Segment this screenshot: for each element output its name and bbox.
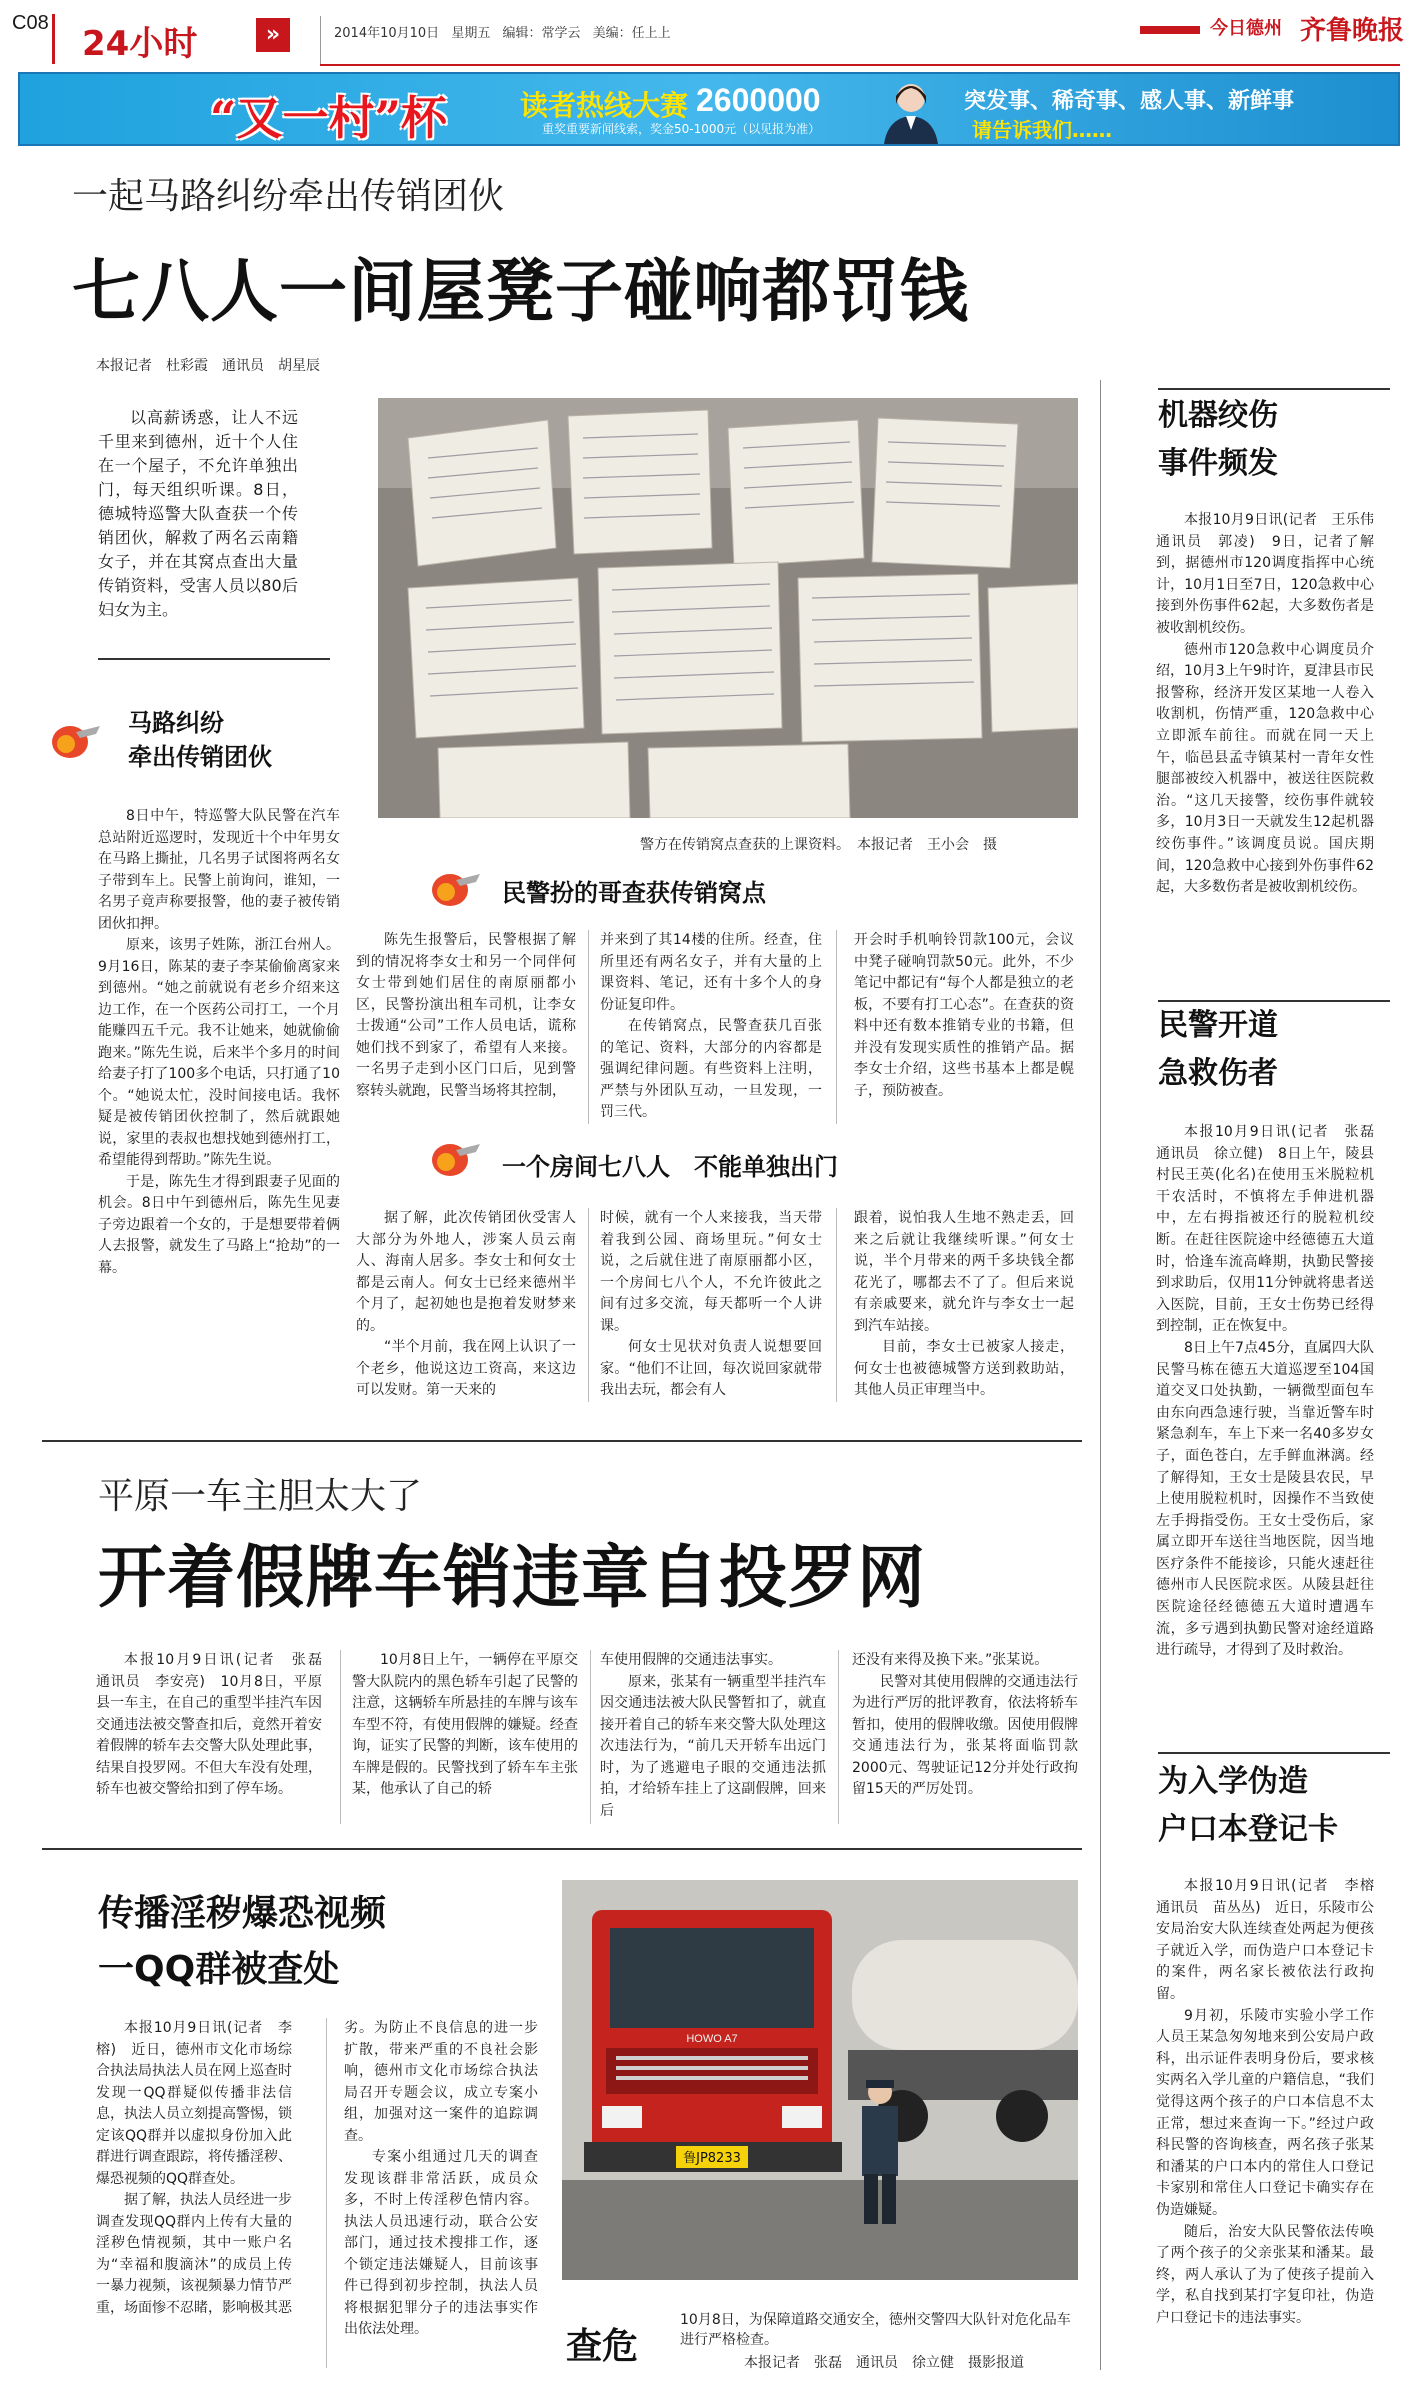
paragraph: 据了解，执法人员经进一步调查发现QQ群内上传有大量的淫秽色情视频，其中一账户名为“幸福和腹滴沐”的成员上传一暴力视频，该视频暴力情节严重，场面惨不忍睹，影响极其恶 [96,2192,292,2316]
side3-title-line-2: 户口本登记卡 [1158,1812,1338,1847]
article1-column-2a [356,930,576,1102]
column-divider [838,1650,839,1824]
flame-bullet-icon [426,1136,480,1180]
article1-subhead-3: 一个房间七八人 不能单独出门 [502,1153,838,1181]
article2-column-2 [352,1650,578,1801]
side1-title-line-1: 机器绞伤 [1158,398,1278,433]
column-divider [836,930,837,1124]
paragraph: 8日中午，特巡警大队民警在汽车总站附近巡逻时，发现近十个中年男女在马路上撕扯，几名男子试图将两名女子带到车上。民警上前询问，谁知，一名男子竟声称要报警，他的妻子被传销团伙扣押。 [98,808,340,932]
article2-column-3 [600,1650,826,1822]
column-divider [590,1650,591,1824]
paragraph: 10月8日上午，一辆停在平原交警大队院内的黑色轿车引起了民警的注意，这辆轿车所悬挂的车牌与该车车型不符，有使用假牌的嫌疑。经查询，证实了民警的判断，该车使用的车牌是假的。民警找到了轿车车主张某，他承认了自己的轿 [352,1652,578,1797]
article3-column-2 [344,2018,538,2341]
article1-column-2b [600,930,822,1124]
sidebar-rule [1158,388,1390,390]
paragraph: 本报10月9日讯(记者 李榕 通讯员 苗丛丛) 近日，乐陵市公安局治安大队连续查处两起为便孩子就近入学，而伪造户口本登记卡的案件，两名家长被依法行政拘留。 [1156,1878,1388,2002]
paragraph: 专案小组通过几天的调查发现该群非常活跃，成员众多，不时上传淫秽色情内容。执法人员迅速行动，联合公安部门，通过技术搜排工作，逐个锁定违法嫌疑人，目前该事件已得到初步控制，执法人员将根据犯罪分子的违法事实作出依法处理。 [344,2149,538,2337]
header-date: 2014年10月10日 [334,26,440,41]
flame-bullet-icon [426,866,480,910]
article2-headline: 开着假牌车销违章自投罗网 [98,1539,927,1618]
paragraph: 劣。为防止不良信息的进一步扩散，带来严重的不良社会影响，德州市文化市场综合执法局召开专题会议，成立专案小组，加强对这一案件的追踪调查。 [344,2020,538,2144]
article2-kicker: 平原一车主胆太大了 [98,1476,423,1517]
header-weekday: 星期五 [451,26,491,41]
article1-subhead-2: 民警扮的哥查获传销窝点 [502,879,766,907]
side3-title [1158,1758,1338,1854]
paragraph: 原来，该男子姓陈，浙江台州人。9月16日，陈某的妻子李某偷偷离家来到德州。“她之前就说有老乡介绍来这边工作，在一个医药公司打工，一个月能赚四五千元。我不让她来，她就偷偷跑来。”陈先生说，后来半个多月的时间给妻子打了100多个电话，只打通了10个。“她说太忙，没时间接电话。我怀疑是被传销团伙控制了，然后就跟她说，家里的表叔也想找她到德州打工，希望能得到帮助。”陈先生说。 [98,937,340,1168]
lead-paragraph: 以高薪诱惑，让人不远千里来到德州，近十个人住在一个屋子，不允许单独出门，每天组织听课。8日，德城特巡警大队查获一个传销团伙，解救了两名云南籍女子，并在其窝点查出大量传销资料，受害人员以80后妇女为主。 [98,408,298,619]
side3-body [1156,1876,1388,2329]
article1-photo-caption: 警方在传销窝点查获的上课资料。 本报记者 王小会 摄 [640,837,997,853]
banner-subtitle: 重奖重要新闻线索，奖金50-1000元（以见报为准） [542,122,821,136]
banner-hotline-label: 读者热线大赛 [520,89,689,122]
article1-lead [98,406,298,622]
lead-rule [98,658,330,660]
article1-subhead-1 [128,706,348,774]
side2-title [1158,1002,1278,1098]
paragraph: 8日上午7点45分，直属四大队民警马栋在德五大道巡逻至104国道交叉口处执勤，一辆微型面包车由东向西急速行驶，当靠近警车时紧急刹车，车上下来一名40多岁女子，面色苍白，左手鲜血淋漓。经了解得知，王女士是陵县农民，早上使用脱粒机时，因操作不当致使左手拇指受伤。王女士受伤后，家属立即开车送往当地医院，因当地医疗条件不能接诊，只能火速赶往德州市人民医院求医。从陵县赶往医院途径经德德五大道时遭遇车流，多亏遇到执勤民警对途经道路进行疏导，才得到了及时救治。 [1156,1339,1374,1659]
banner-title: “又一村”杯 [210,91,447,145]
article1-column-2c [854,930,1074,1102]
article3-headline-line-2: 一QQ群被查处 [98,1949,340,1990]
side2-title-line-2: 急救伤者 [1158,1056,1278,1091]
header-accent-bar [1140,26,1200,34]
paragraph: 德州市120急救中心调度员介绍，10月3上午9时许，夏津县市民报警称，经济开发区某地一人卷入收割机，伤情严重，120急救中心立即派车前往。而就在同一天上午，临邑县孟寺镇某村一青年女性腿部被绞入机器中，被送往医院救治。“这几天接警，绞伤事件就较多，10月3日一天就发生12起机器绞伤事件。”该调度员说。国庆期间，120急救中心接到外伤事件62起，大多数伤者是被收割机绞伤。 [1156,641,1374,896]
photo2-title: 查危 [566,2326,639,2367]
article3-headline [98,1886,386,1998]
sidebar-rule [1158,1752,1390,1754]
paragraph: “半个月前，我在网上认识了一个老乡，他说这边工资高，来这边可以发财。第一天来的 [356,1339,576,1398]
header-rule [320,64,1400,66]
paragraph: 目前，李女士已被家人接走，何女士也被德城警方送到救助站，其他人员正审理当中。 [854,1339,1074,1398]
page-code-divider [52,14,55,64]
side1-body [1156,510,1388,899]
paragraph: 据了解，此次传销团伙受害人大部分为外地人，涉案人员云南人、海南人居多。李女士和何女士都是云南人。何女士已经来德州半个月了，起初她也是抱着发财梦来的。 [356,1210,576,1334]
truck-icon [584,1910,842,2172]
banner-tagline: 突发事、稀奇事、感人事、新鲜事 [964,89,1295,114]
article1-byline: 本报记者 杜彩霞 通讯员 胡星辰 [96,358,320,374]
double-chevron-right-icon: » [256,18,290,52]
article1-column-3b [600,1208,822,1402]
paragraph: 9月初，乐陵市实验小学工作人员王某急匆匆地来到公安局户政科，出示证件表明身份后，要求核实两名入学儿童的户籍信息，“我们觉得这两个孩子的户口本信息不太正常，想过来查询一下。”经过户政科民警的咨询核查，两名孩子张某和潘某的户口本内的常住人口登记卡家别和常住人口登记卡确实存在伪造嫌疑。 [1156,2007,1374,2218]
article1-column-1 [98,806,340,1279]
column-divider [836,1208,837,1402]
paragraph: 还没有来得及换下来。”张某说。 [852,1652,1049,1668]
paragraph: 车使用假牌的交通违法事实。 [600,1652,782,1668]
sidebar-divider [1100,380,1101,2370]
license-plate: 鲁JP8233 [683,2151,741,2166]
subhead-1-line-2: 牵出传销团伙 [128,743,272,771]
subhead-1-line-1: 马路纠纷 [128,709,224,737]
header-divider [320,16,321,64]
paragraph: 于是，陈先生才得到跟妻子见面的机会。8日中午到德州后，陈先生见妻子旁边跟着一个女的，于是想要带着俩人去报警，就发生了马路上“抢劫”的一幕。 [98,1173,340,1276]
paragraph: 陈先生报警后，民警根据了解到的情况将李女士和另一个同伴何女士带到她们居住的南原丽都小区，民警扮演出租车司机，让李女士拨通“公司”工作人员电话，谎称她们找不到家了，希望有人来接。一名男子走到小区门口后，见到警察转头就跑，民警当场将其控制， [356,932,576,1099]
section-rule [42,1848,1082,1850]
header-right-label: 今日德州 [1210,18,1282,39]
page-code: C08 [12,12,49,34]
photo2-caption: 10月8日，为保障道路交通安全，德州交警四大队针对危化品车进行严格检查。 [680,2312,1071,2348]
paragraph: 本报10月9日讯(记者 王乐伟 通讯员 郭凌) 9日，记者了解到，据德州市120调度指挥中心统计，10月1日至7日，120急救中心接到外伤事件62起，大多数伤者是被收割机绞伤。 [1156,512,1388,636]
article3-headline-line-1: 传播淫秽爆恐视频 [98,1893,387,1934]
side2-title-line-1: 民警开道 [1158,1008,1278,1043]
article1-column-3a [356,1208,576,1402]
paragraph: 本报10月9日讯(记者 李榕) 近日，德州市文化市场综合执法局执法人员在网上巡查时发现一QQ群疑似传播非法信息，执法人员立刻提高警惕，锁定该QQ群并以虚拟身份加入此群进行调查跟踪，将传播淫秽、爆恐视频的QQ群查处。 [96,2020,292,2187]
article1-headline: 七八人一间屋凳子碰响都罚钱 [72,253,970,332]
operator-avatar-icon [876,74,946,144]
column-divider [340,1650,341,1824]
paragraph: 开会时手机响铃罚款100元，会议中凳子碰响罚款50元。此外，不少笔记中都记有“每个人都是独立的老板，不要有打工心态”。在查获的资料中还有数本推销专业的书籍，但并没有发现实质性的推销产品。据李女士介绍，这些书基本上都是幌子，预防被查。 [854,932,1074,1099]
header-meta [334,22,671,41]
paragraph: 原来，张某有一辆重型半挂汽车因交通违法被大队民警暂扣了，就直接开着自己的轿车来交警大队处理这次违法行为，“前几天开轿车出远门时，为了逃避电子眼的交通违法抓拍，才给轿车挂上了这副假牌，回来后 [600,1673,826,1819]
truck-inspection-photo [562,1880,1078,2280]
newspaper-brand: 齐鲁晚报 [1300,16,1405,46]
side1-title-line-2: 事件频发 [1158,446,1278,481]
truck-brand-label: HOWO A7 [686,2033,738,2045]
side1-title [1158,392,1278,488]
section-title: 24小时 [82,24,198,64]
photo2-credit: 本报记者 张磊 通讯员 徐立健 摄影报道 [744,2355,1024,2371]
paragraph: 跟着，说怕我人生地不熟走丢，回来之后就让我继续听课。”何女士说，半个月带来的两千多块钱全都花光了，哪都去不了了。但后来说有亲戚要来，就允许与李女士一起到汽车站接。 [854,1210,1074,1334]
paragraph: 时候，就有一个人来接我，当天带着我到公园、商场里玩。”何女士说，之后就住进了南原丽都小区，一个房间七八个人，不允许彼此之间有过多交流，每天都听一个人讲课。 [600,1210,822,1334]
article1-column-3c [854,1208,1074,1402]
header-editor: 编辑：常学云 [502,26,581,41]
paragraph: 随后，治安大队民警依法传唤了两个孩子的父亲张某和潘某。最终，两人承认了为了使孩子提前入学，私自找到某打字复印社，伪造户口登记卡的违法事实。 [1156,2223,1374,2326]
banner-hotline-number: 2600000 [696,82,821,118]
article3-column-1 [96,2018,292,2319]
banner-call-to-action: 请告诉我们…… [972,118,1112,142]
paragraph: 民警对其使用假牌的交通违法行为进行严厉的批评教育，依法将轿车暂扣，使用的假牌收缴。因使用假牌交通违法行为，张某将面临罚款2000元、驾驶证记12分并处行政拘留15天的严厉处罚。 [852,1673,1078,1797]
article1-photo [378,398,1078,818]
flame-bullet-icon [46,718,100,762]
paragraph: 本报10月9日讯(记者 张磊 通讯员 徐立健) 8日上午，陵县村民王英(化名)在使用玉米脱粒机干农活时，不慎将左手伸进机器中，左右拇指被还行的脱粒机绞断。在赶往医院途中经德德五大道时，恰逢车流高峰期，执勤民警接到求助后，仅用11分钟就将患者送入医院，目前，王女士伤势已经得到控制，正在恢复中。 [1156,1124,1388,1335]
article1-kicker: 一起马路纠纷牵出传销团伙 [72,176,505,217]
section-rule [42,1440,1082,1442]
paragraph: 本报10月9日讯(记者 张磊 通讯员 李安亮) 10月8日，平原县一车主，在自己的重型半挂汽车因交通违法被交警查扣后，竟然开着安着假牌的轿车去交警大队处理此事，结果自投罗网。不但大车没有处理，轿车也被交警给扣到了停车场。 [96,1652,336,1797]
side3-title-line-1: 为入学伪造 [1158,1764,1308,1799]
article2-column-1 [96,1650,336,1801]
header-designer: 美编：任上上 [592,26,671,41]
column-divider [326,2018,327,2368]
column-divider [588,1208,589,1402]
column-divider [588,930,589,1124]
paragraph: 并来到了其14楼的住所。经查，住所里还有两名女子，并有大量的上课资料、笔记，还有十多个人的身份证复印件。 [600,932,822,1013]
paragraph: 在传销窝点，民警查获几百张的笔记、资料，大部分的内容都是强调纪律问题。有些资料上注明，严禁与外团队互动，一旦发现，一罚三代。 [600,1018,822,1120]
paragraph: 何女士见状对负责人说想要回家。“他们不让回，每次说回家就带我出去玩，都会有人 [600,1339,822,1398]
article2-column-4 [852,1650,1078,1801]
side2-body [1156,1122,1388,1662]
